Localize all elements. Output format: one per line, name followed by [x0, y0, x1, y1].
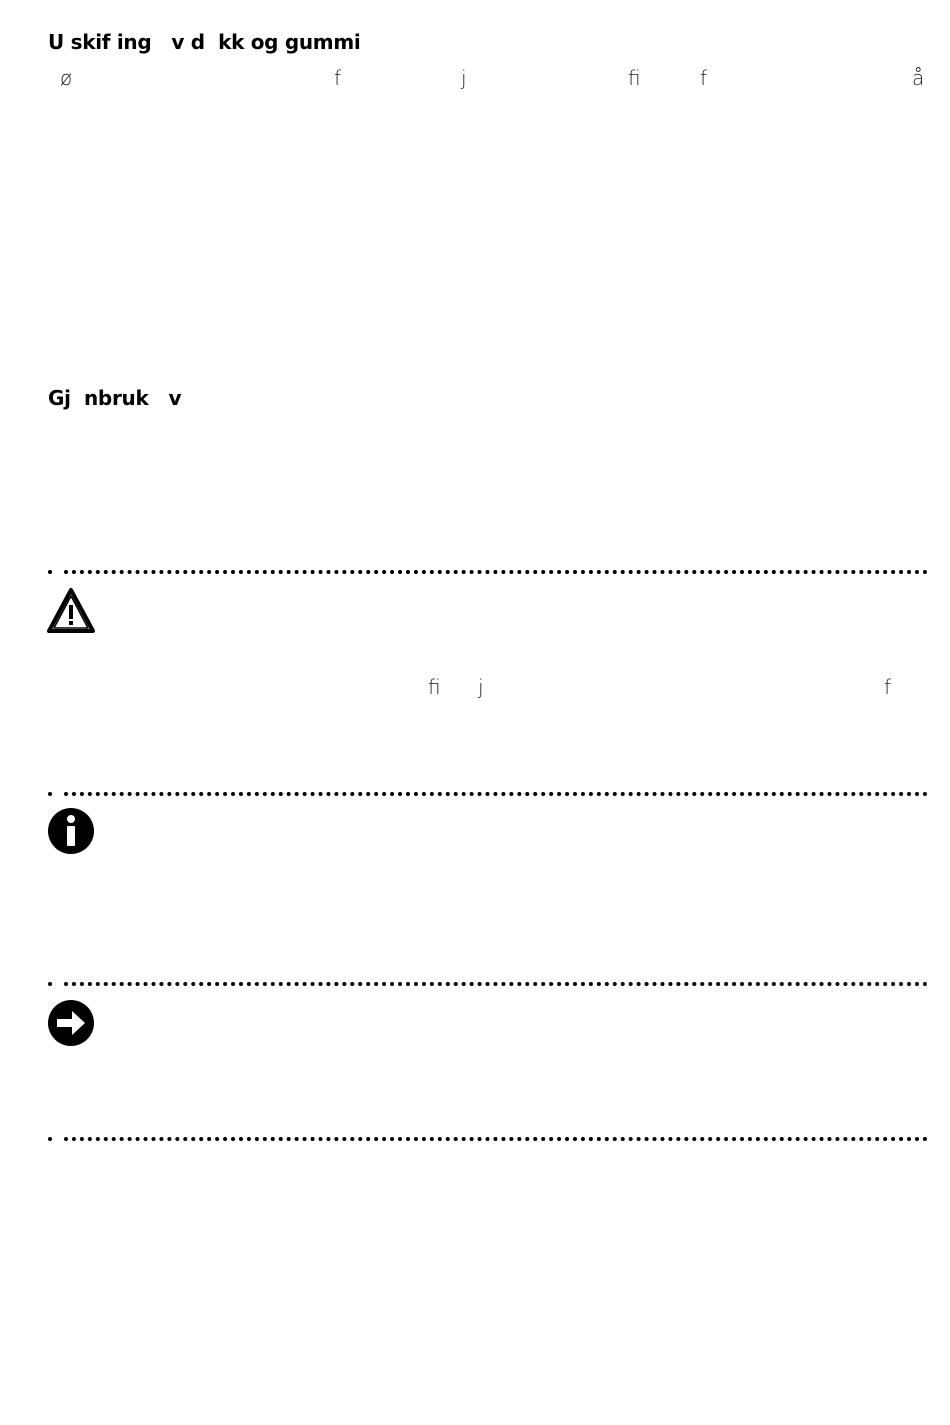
glyph: f [334, 66, 342, 90]
glyph: fi [428, 675, 441, 699]
dotted-divider [64, 1137, 928, 1141]
dotted-divider [64, 570, 928, 574]
dotted-divider [64, 982, 928, 986]
dotted-divider [64, 792, 928, 796]
divider-dot [48, 570, 52, 574]
arrow-right-circle-icon [46, 998, 96, 1048]
section-1-text-line [48, 66, 928, 96]
glyph: j [461, 66, 467, 90]
section-heading-1: U skif ing v d kk og gummi [48, 30, 361, 54]
glyph: j [478, 675, 484, 699]
glyph: f [884, 675, 892, 699]
glyph: fi [628, 66, 641, 90]
section-heading-2: Gj nbruk v [48, 386, 182, 410]
info-circle-icon [46, 806, 96, 856]
glyph: å [912, 66, 925, 90]
divider-dot [48, 982, 52, 986]
glyph: f [700, 66, 708, 90]
warning-triangle-icon [46, 586, 96, 636]
divider-dot [48, 1137, 52, 1141]
glyph: ø [60, 66, 73, 90]
divider-dot [48, 792, 52, 796]
warning-notice-text-line [48, 675, 928, 705]
